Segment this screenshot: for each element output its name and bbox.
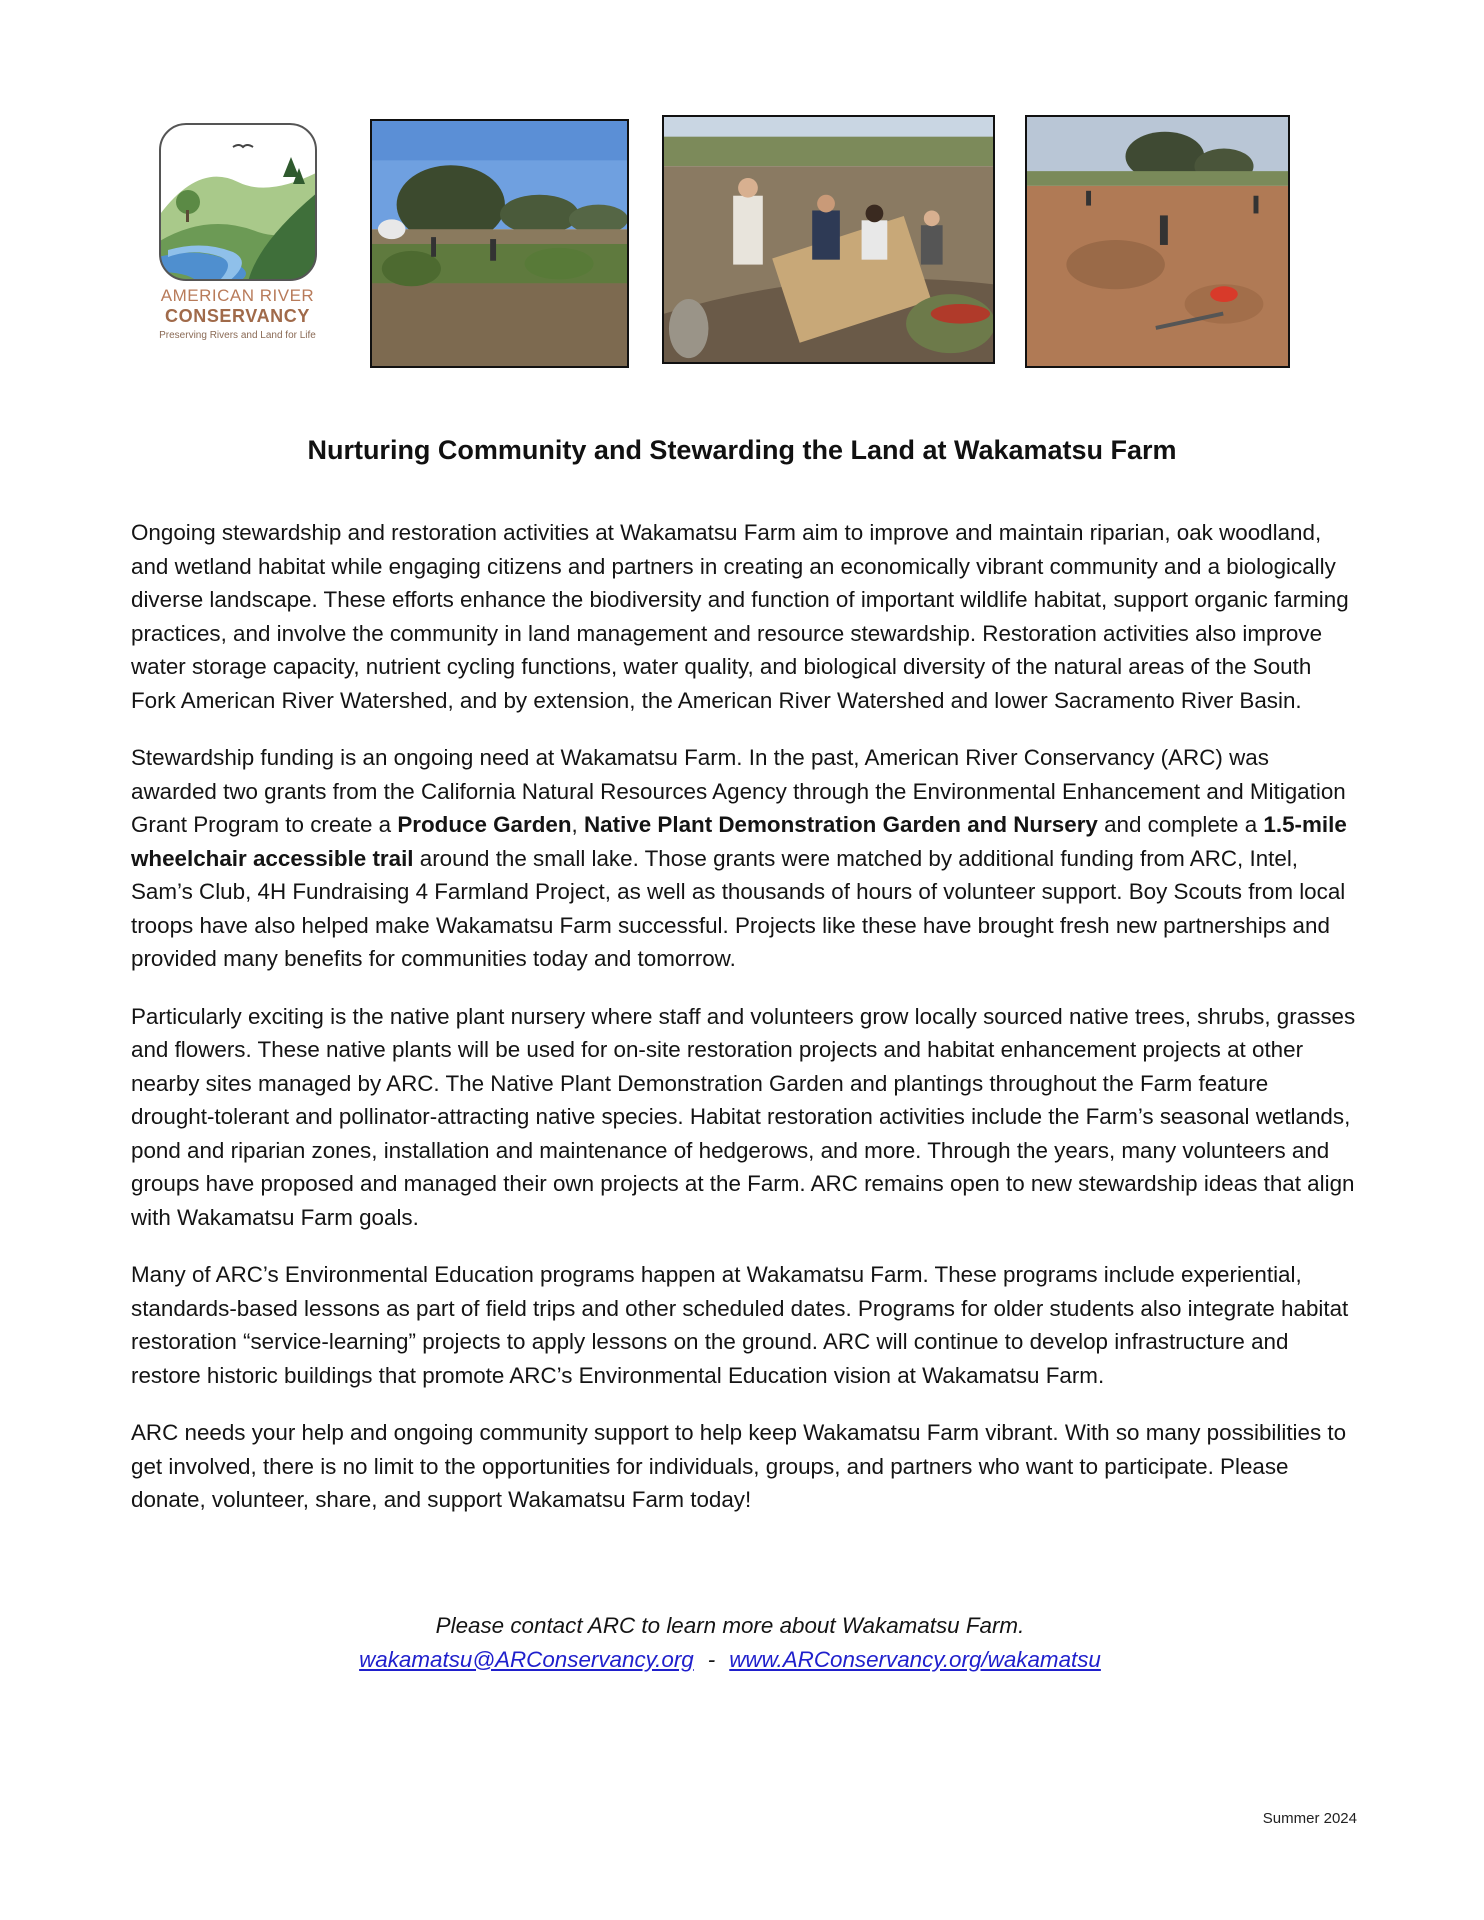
- funding-text-3: and complete a: [1097, 812, 1264, 837]
- email-link[interactable]: wakamatsu@ARConservancy.org: [359, 1646, 694, 1672]
- garden-photo: [370, 119, 629, 368]
- contact-links: [0, 1643, 1460, 1677]
- garden-scene-image: [372, 121, 627, 366]
- paragraph-support: ARC needs your help and ongoing community support to help keep Wakamatsu Farm vibrant. With so many possibilities to get involved, there is no limit to the opportunities for individuals, groups, and partners who want to participate. Please donate, volunteer, share, and support Wakamatsu Farm today!: [131, 1420, 1347, 1512]
- logo-text-line2: CONSERVANCY: [165, 306, 310, 326]
- arc-logo: [150, 118, 325, 348]
- volunteers-planting-image: [664, 117, 993, 362]
- paragraph-education: Many of ARC’s Environmental Education programs happen at Wakamatsu Farm. These programs include experiential, standards-based lessons as part of field trips and other scheduled dates. Programs for older students also integrate habitat restoration “service-learning” projects to apply lessons on the ground. ARC will continue to develop infrastructure and restore historic buildings that promote ARC’s Environmental Education vision at Wakamatsu Farm.: [131, 1262, 1349, 1388]
- page-title: Nurturing Community and Stewarding the Land at Wakamatsu Farm: [307, 435, 1177, 465]
- logo-text-line1: AMERICAN RIVER: [160, 286, 315, 305]
- produce-garden-bold: Produce Garden: [397, 812, 572, 837]
- link-separator: -: [707, 1646, 716, 1672]
- field-work-photo: [1025, 115, 1290, 368]
- paragraph-nursery: Particularly exciting is the native plant nursery where staff and volunteers grow locally sourced native trees, shrubs, grasses and flowers. These native plants will be used for on-site restoration projects and habitat enhancement projects at other nearby sites managed by ARC. The Native Plant Demonstration Garden and plantings throughout the Farm feature drought-tolerant and pollinator-attracting native species. Habitat restoration activities include the Farm’s seasonal wetlands, pond and riparian zones, installation and maintenance of hedgerows, and more. Through the years, many volunteers and groups have proposed and managed their own projects at the Farm. ARC remains open to new stewardship ideas that align with Wakamatsu Farm goals.: [131, 1003, 1356, 1230]
- accessible-trail-bold: 1.5-mile wheelchair accessible trail: [131, 812, 1347, 871]
- volunteers-photo: [662, 115, 995, 364]
- native-plant-garden-bold: Native Plant Demonstration Garden and Nursery: [583, 812, 1098, 837]
- contact-block: [0, 1609, 1460, 1676]
- paragraph-stewardship: Ongoing stewardship and restoration activities at Wakamatsu Farm aim to improve and maintain riparian, oak woodland, and wetland habitat while engaging citizens and partners in creating an economically vibrant community and a biologically diverse landscape. These efforts enhance the biodiversity and function of important wildlife habitat, support organic farming practices, and involve the community in land management and resource stewardship. Restoration activities also improve water storage capacity, nutrient cycling functions, water quality, and biological diversity of the natural areas of the South Fork American River Watershed, and by extension, the American River Watershed and lower Sacramento River Basin.: [131, 520, 1349, 713]
- funding-text-1: Stewardship funding is an ongoing need at Wakamatsu Farm. In the past, American River Conservancy (ARC) was awarded two grants from the California Natural Resources Agency through the Environmental Enhancement and Mitigation Grant Program to create a: [131, 745, 1346, 837]
- logo-tagline: Preserving Rivers and Land for Life: [159, 330, 316, 341]
- footer-date: Summer 2024: [1262, 1810, 1357, 1827]
- paragraph-funding: [131, 741, 1357, 976]
- river-landscape-logo-icon: [158, 122, 318, 282]
- funding-text-2: ,: [571, 812, 584, 837]
- contact-line: Please contact ARC to learn more about Wakamatsu Farm.: [435, 1613, 1025, 1638]
- funding-text-4: around the small lake. Those grants were matched by additional funding from ARC, Intel, Sam’s Club, 4H Fundraising 4 Farmland Project, as well as thousands of hours of volunteer support. Boy Scouts from local troops have also helped make Wakamatsu Farm successful. Projects like these have brought fresh new partnerships and provided many benefits for communities today and tomorrow.: [131, 845, 1346, 971]
- field-digging-image: [1027, 117, 1288, 366]
- website-link[interactable]: www.ARConservancy.org/wakamatsu: [729, 1646, 1101, 1672]
- article-body: [131, 516, 1357, 1541]
